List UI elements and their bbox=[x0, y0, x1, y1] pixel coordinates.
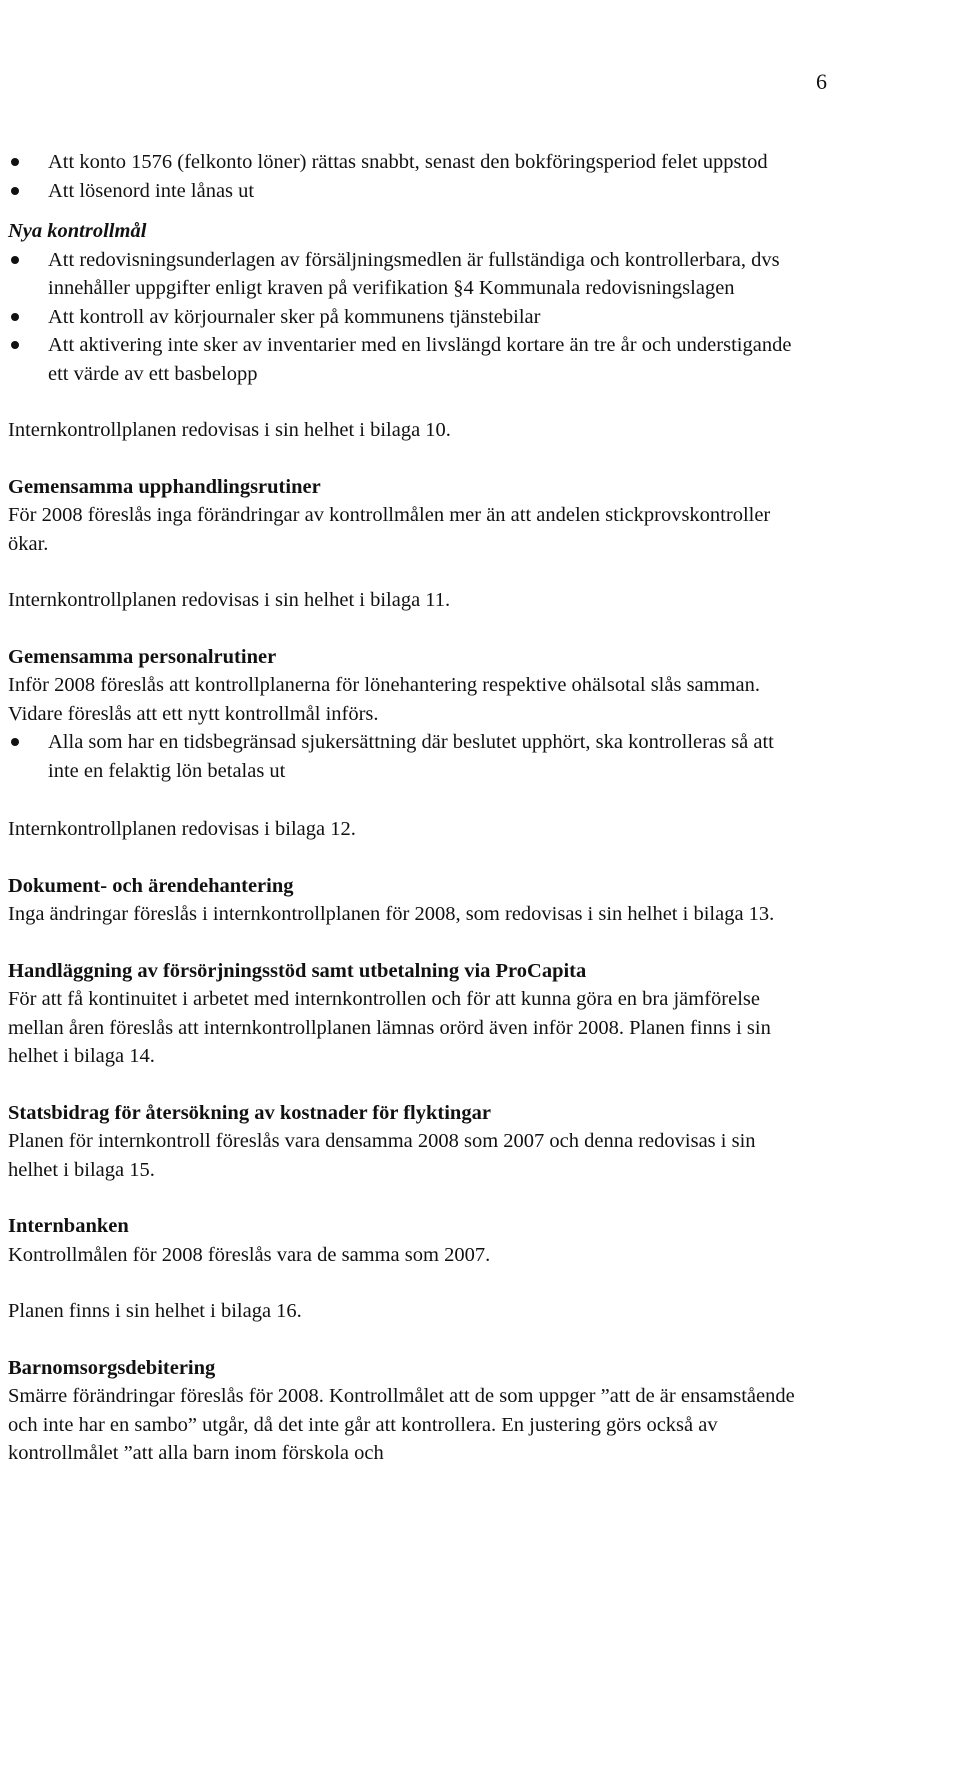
dokument-text: Inga ändringar föreslås i internkontrollplanen för 2008, som redovisas i sin helhet i bilaga 13. bbox=[8, 903, 775, 925]
section-heading-personal: Gemensamma personalrutiner bbox=[8, 645, 277, 668]
barnomsorg-text: Smärre förändringar föreslås för 2008. Kontrollmålet att de som uppger ”att de är ensamstående och inte har en sambo” utgår, då det inte går att kontrollera. En justering görs också av kontrollmålet ”att alla barn inom förskola och bbox=[8, 1385, 795, 1464]
personal-footer: Internkontrollplanen redovisas i bilaga 12. bbox=[8, 818, 356, 840]
list-item: Att kontroll av körjournaler sker på kommunens tjänstebilar bbox=[8, 303, 808, 332]
list-item: Alla som har en tidsbegränsad sjukersättning där beslutet upphört, ska kontrolleras så att inte en felaktig lön betalas ut bbox=[8, 728, 808, 785]
section-heading-statsbidrag: Statsbidrag för återsökning av kostnader för flyktingar bbox=[8, 1101, 491, 1124]
bullet-icon bbox=[11, 158, 19, 166]
page-content bbox=[8, 148, 808, 1468]
personal-text: Inför 2008 föreslås att kontrollplanerna för lönehantering respektive ohälsotal slås samman. Vidare föreslås att ett nytt kontrollmål införs. bbox=[8, 674, 761, 725]
section-heading-barnomsorg: Barnomsorgsdebitering bbox=[8, 1356, 216, 1379]
page-number: 6 bbox=[816, 69, 827, 94]
internbanken-footer: Planen finns i sin helhet i bilaga 16. bbox=[8, 1300, 302, 1322]
forsorjning-text: För att få kontinuitet i arbetet med internkontrollen och för att kunna göra en bra jämförelse mellan åren föreslås att internkontrollplanen lämnas orörd även inför 2008. Planen finns i sin helhet i bilaga 14. bbox=[8, 988, 771, 1067]
upphandling-footer: Internkontrollplanen redovisas i sin helhet i bilaga 11. bbox=[8, 589, 451, 611]
bullet-icon bbox=[11, 187, 19, 195]
section-heading-internbanken: Internbanken bbox=[8, 1215, 129, 1237]
internkontroll-note: Internkontrollplanen redovisas i sin helhet i bilaga 10. bbox=[8, 419, 451, 441]
section-heading-nya-kontrollmal: Nya kontrollmål bbox=[8, 220, 147, 242]
list-item: Att redovisningsunderlagen av försäljningsmedlen är fullständiga och kontrollerbara, dvs innehåller uppgifter enligt kraven på verifikation §4 Kommunala redovisningslagen bbox=[8, 246, 808, 303]
bullet-icon bbox=[11, 341, 19, 349]
bullet-icon bbox=[11, 256, 19, 264]
intro-bullet-list bbox=[8, 148, 808, 205]
internbanken-text: Kontrollmålen för 2008 föreslås vara de samma som 2007. bbox=[8, 1243, 491, 1266]
list-item: Att lösenord inte lånas ut bbox=[8, 177, 808, 206]
bullet-icon bbox=[11, 313, 19, 321]
statsbidrag-text: Planen för internkontroll föreslås vara densamma 2008 som 2007 och denna redovisas i sin helhet i bilaga 15. bbox=[8, 1130, 756, 1181]
section-heading-upphandling: Gemensamma upphandlingsrutiner bbox=[8, 475, 321, 498]
section-heading-dokument: Dokument- och ärendehantering bbox=[8, 874, 294, 897]
section-heading-forsorjning: Handläggning av försörjningsstöd samt utbetalning via ProCapita bbox=[8, 959, 587, 982]
nya-kontrollmal-list bbox=[8, 246, 808, 389]
bullet-icon bbox=[11, 738, 19, 746]
list-item: Att konto 1576 (felkonto löner) rättas snabbt, senast den bokföringsperiod felet uppstod bbox=[8, 148, 808, 177]
personal-bullet-list bbox=[8, 728, 808, 785]
list-item: Att aktivering inte sker av inventarier med en livslängd kortare än tre år och understigande ett värde av ett basbelopp bbox=[8, 331, 808, 388]
upphandling-text: För 2008 föreslås inga förändringar av kontrollmålen mer än att andelen stickprovskontroller ökar. bbox=[8, 504, 771, 555]
